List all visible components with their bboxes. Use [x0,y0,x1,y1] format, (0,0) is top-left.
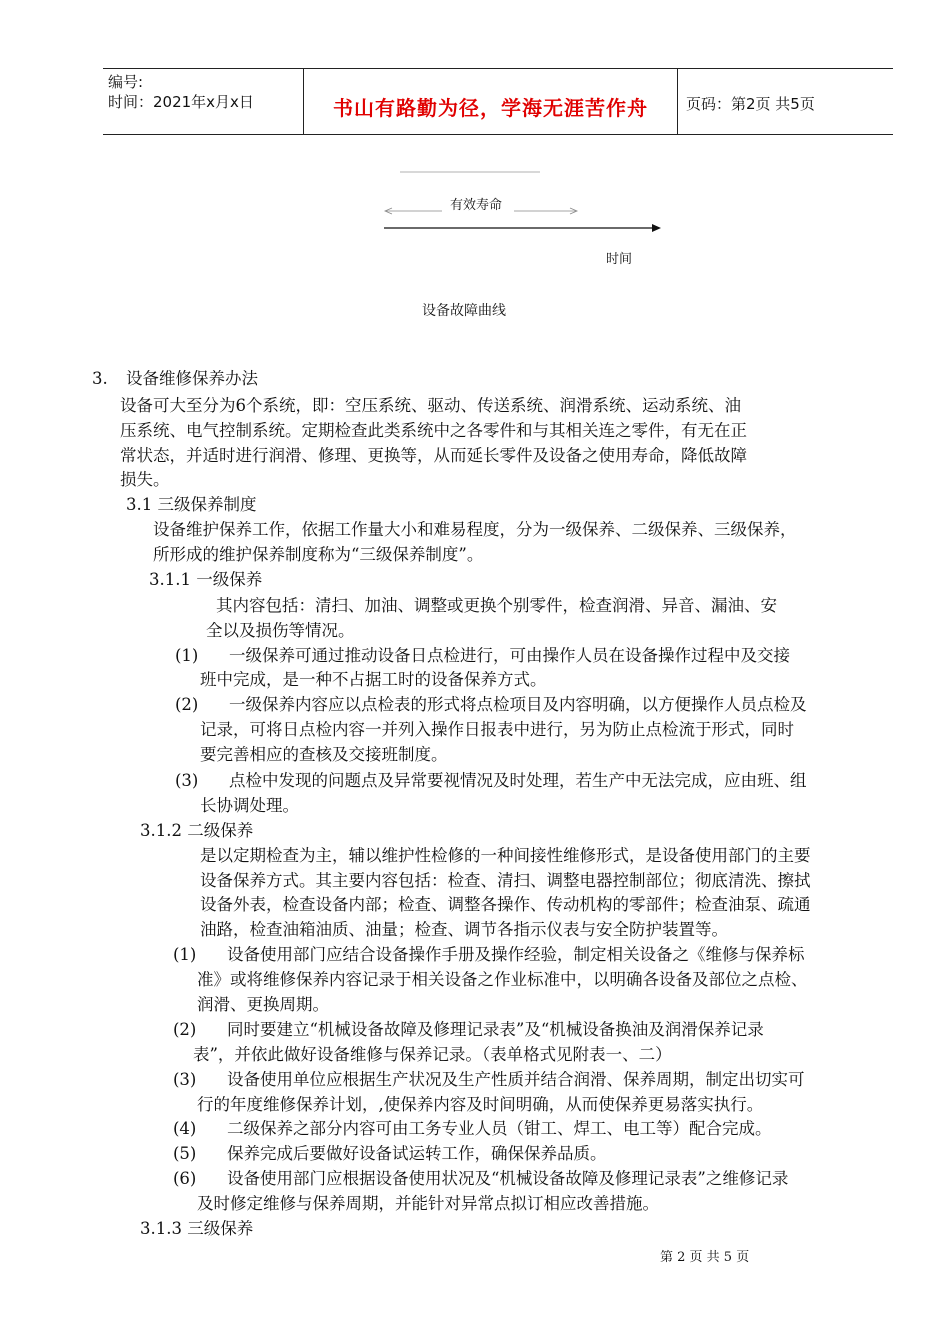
section311-item2-number: (2) [175,695,199,714]
section311-item3-line-2: 长协调处理。 [200,796,299,815]
section312-item6-line-1: 设备使用部门应根据设备使用状况及“机械设备故障及修理记录表”之维修记录 [227,1169,789,1188]
section312-title: 3.1.2 二级保养 [140,821,254,840]
lifespan-label: 有效寿命 [450,198,503,213]
section311-title: 3.1.1 一级保养 [149,570,263,589]
section312-item4-number: (4) [173,1119,197,1138]
section31-line-1: 设备维护保养工作，依据工作量大小和难易程度，分为一级保养、二级保养、三级保养， [153,520,797,539]
section31-title: 3.1 三级保养制度 [126,495,257,514]
section311-item1-number: (1) [175,646,199,665]
header-meta [108,72,254,112]
section311-item1-line-1: 一级保养可通过推动设备日点检进行，可由操作人员在设备操作过程中及交接 [229,646,790,665]
section312-line-2: 设备保养方式。其主要内容包括：检查、清扫、调整电器控制部位；彻底清洗、擦拭 [200,871,811,890]
section311-line-1: 其内容包括：清扫、加油、调整或更换个别零件，检查润滑、异音、漏油、安 [216,596,777,615]
section312-line-4: 油路，检查油箱油质、油量；检查、调节各指示仪表与安全防护装置等。 [200,920,728,939]
header-divider-right [677,68,678,135]
section311-line-2: 全以及损伤等情况。 [206,621,355,640]
header-top-rule [103,68,893,69]
section3-line-2: 压系统、电气控制系统。定期检查此类系统中之各零件和与其相关连之零件，有无在正 [120,421,747,440]
section312-item3-number: (3) [173,1070,197,1089]
section311-item3-number: (3) [175,771,199,790]
section3-line-4: 损失。 [120,470,170,489]
section312-item1-line-1: 设备使用部门应结合设备操作手册及操作经验，制定相关设备之《维修与保养标 [227,945,805,964]
section312-line-1: 是以定期检查为主，辅以维护性检修的一种间接性维修形式，是设备使用部门的主要 [200,846,811,865]
section312-item1-line-2: 准》或将维修保养内容记录于相关设备之作业标准中，以明确各设备及部位之点检、 [197,970,808,989]
section312-item2-line-1: 同时要建立“机械设备故障及修理记录表”及“机械设备换油及润滑保养记录 [227,1020,764,1039]
time-axis-label: 时间 [606,252,633,267]
time-axis-arrowhead [652,224,661,232]
header-motto: 书山有路勤为径，学海无涯苦作舟 [333,96,648,120]
section312-item5-line-1: 保养完成后要做好设备试运转工作，确保保养品质。 [227,1144,607,1163]
section312-item6-number: (6) [173,1169,197,1188]
section312-item5-number: (5) [173,1144,197,1163]
section3-line-1: 设备可大至分为6个系统，即：空压系统、驱动、传送系统、润滑系统、运动系统、油 [120,396,741,415]
section312-item1-number: (1) [173,945,197,964]
doc-time-label: 时间：2021年x月x日 [108,93,254,111]
section312-item6-line-2: 及时修定维修与保养周期，并能针对异常点拟订相应改善措施。 [197,1194,659,1213]
section312-item4-line-1: 二级保养之部分内容可由工务专业人员（钳工、焊工、电工等）配合完成。 [227,1119,772,1138]
section311-item2-line-1: 一级保养内容应以点检表的形式将点检项目及内容明确，以方便操作人员点检及 [229,695,807,714]
doc-number-label: 编号: [108,73,144,91]
section3-line-3: 常状态，并适时进行润滑、修理、更换等，从而延长零件及设备之使用寿命，降低故障 [120,446,747,465]
section312-item3-line-1: 设备使用单位应根据生产状况及生产性质并结合润滑、保养周期，制定出切实可 [227,1070,805,1089]
section311-item2-line-3: 要完善相应的查核及交接班制度。 [200,745,448,764]
section313-title: 3.1.3 三级保养 [140,1219,254,1238]
page-footer: 第 2 页 共 5 页 [660,1250,750,1265]
section312-item2-line-2: 表”，并依此做好设备维修与保养记录。（表单格式见附表一、二） [193,1045,672,1064]
section3-title: 设备维修保养办法 [126,369,258,388]
section312-item1-line-3: 润滑、更换周期。 [197,995,329,1014]
section312-line-3: 设备外表，检查设备内部；检查、调整各操作、传动机构的零部件；检查油泵、疏通 [200,895,811,914]
figure-caption: 设备故障曲线 [422,303,506,319]
header-bottom-rule [103,134,893,135]
header-page-label: 页码：第2页 共5页 [686,95,815,113]
section311-item3-line-1: 点检中发现的问题点及异常要视情况及时处理，若生产中无法完成，应由班、组 [229,771,807,790]
section312-item3-line-2: 行的年度维修保养计划，,使保养内容及时间明确，从而使保养更易落实执行。 [197,1095,764,1114]
section311-item1-line-2: 班中完成，是一种不占据工时的设备保养方式。 [200,670,547,689]
section311-item2-line-2: 记录，可将日点检内容一并列入操作日报表中进行，另为防止点检流于形式，同时 [200,720,794,739]
section31-line-2: 所形成的维护保养制度称为“三级保养制度”。 [153,545,484,564]
section3-number: 3. [92,369,108,388]
section312-item2-number: (2) [173,1020,197,1039]
